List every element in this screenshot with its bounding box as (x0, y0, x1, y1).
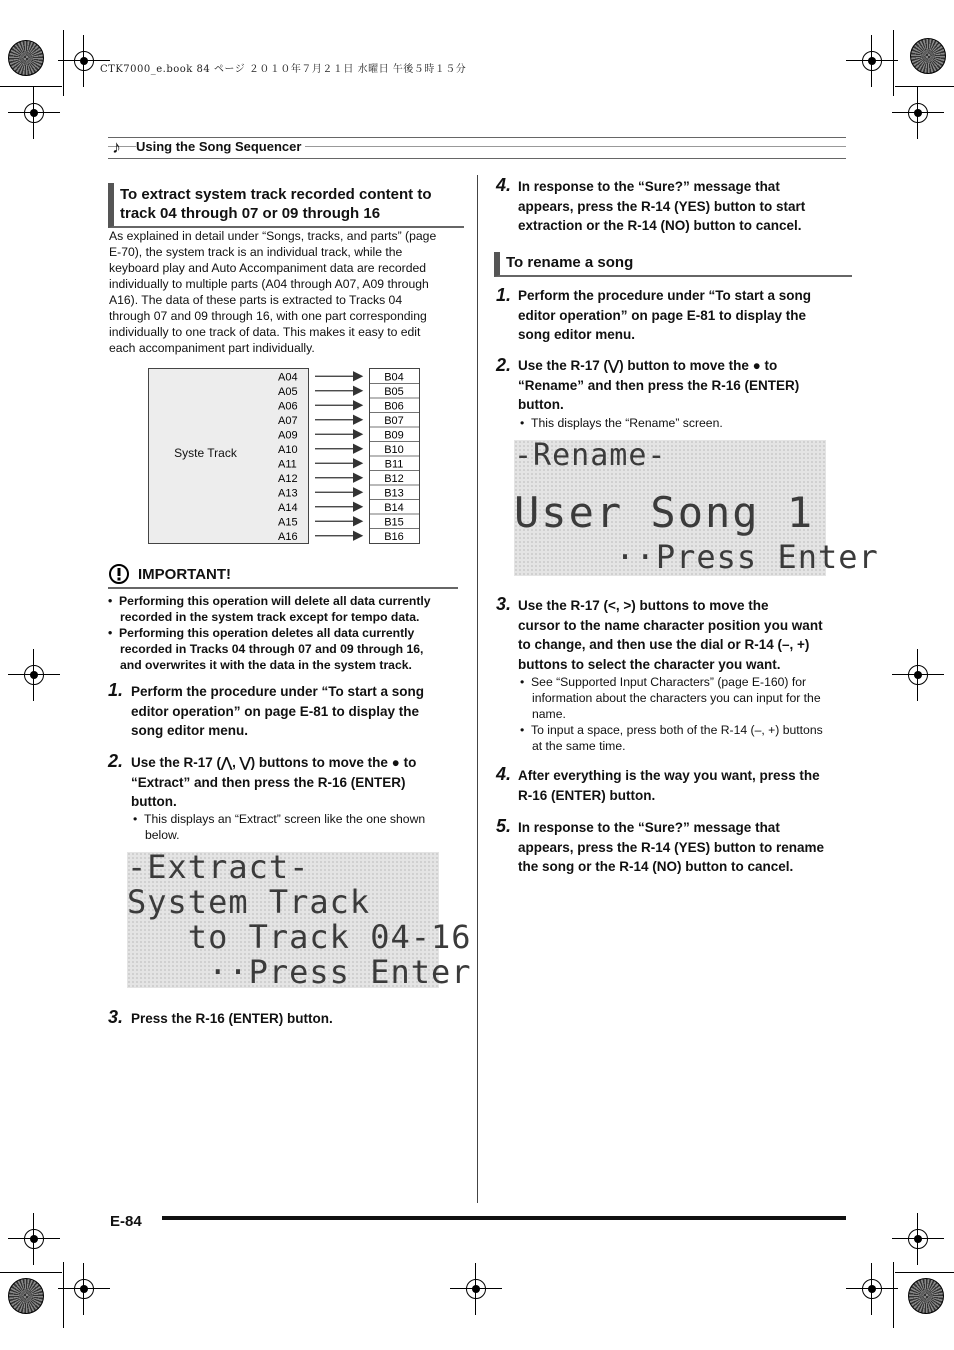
intro-line: A16). The data of these parts is extracted to Tracks 04 (109, 293, 403, 307)
section-heading-extract: To extract system track recorded content to track 04 through 07 or 09 through 16 (108, 183, 464, 228)
step-number: 3. (496, 594, 512, 614)
important-bullet: • Performing this operation deletes all data currently recorded in Tracks 04 through 07 and 09 through 16, and overwrites it with the data in the system track. (108, 626, 424, 672)
track-label: B09 (384, 429, 404, 442)
column-divider (477, 175, 478, 1203)
intro-line: As explained in detail under “Songs, tracks, and parts” (page (109, 229, 437, 243)
step-number: 4. (496, 764, 512, 784)
part-label: A06 (278, 400, 298, 413)
crop-mark (63, 1262, 64, 1328)
music-note-icon: ♪ (112, 137, 121, 157)
lcd-extract-screen (127, 848, 472, 991)
track-label: B11 (384, 458, 404, 471)
step-text: After everything is the way you want, press the R-16 (ENTER) button. (518, 768, 820, 803)
step-note: • To input a space, press both of the R-14 (–, +) buttons at the same time. (520, 723, 823, 753)
step-text: In response to the “Sure?” message that appears, press the R-14 (YES) button to start extraction or the R-14 (NO) button to cancel. (518, 179, 806, 233)
section-heading-rename: To rename a song (494, 252, 852, 277)
extract-diagram (148, 368, 420, 544)
registration-disc-icon (8, 1278, 44, 1314)
track-label: B04 (384, 371, 404, 384)
part-label: A09 (278, 429, 298, 442)
step-number: 3. (108, 1007, 124, 1027)
crosshair-mark-icon (72, 1277, 96, 1301)
intro-line: through 07 and 09 through 16, with one part corresponding (109, 309, 427, 323)
step-text: Perform the procedure under “To start a song editor operation” on page E-81 to display the song editor menu. (518, 288, 812, 342)
lcd-line: to Track 04-16 (127, 918, 472, 956)
track-label: B05 (384, 385, 404, 398)
step-text: Use the R-17 (⋀, ⋁) buttons to move the ● to “Extract” and then press the R-16 (ENTER) button. (131, 755, 417, 809)
important-header (108, 563, 458, 589)
part-label: A16 (278, 530, 298, 543)
step-text: Perform the procedure under “To start a song editor operation” on page E-81 to display the song editor menu. (131, 684, 425, 738)
intro-line: keyboard play and Auto Accompaniment data are recorded (109, 261, 427, 275)
track-label: B12 (384, 472, 404, 485)
intro-line: each accompaniment part individually. (109, 341, 315, 355)
intro-line: individually to multiple parts (A04 through A07, A09 through (109, 277, 429, 291)
lcd-line: ··Press Enter (514, 538, 879, 576)
lcd-line: ··Press Enter (127, 953, 472, 991)
lcd-line: -Extract- (127, 848, 310, 886)
footer-rule (162, 1216, 846, 1220)
crop-mark (0, 86, 62, 87)
important-bullets (108, 589, 458, 673)
step-number: 1. (108, 680, 124, 700)
step-number: 2. (496, 355, 512, 375)
intro-paragraph (109, 228, 459, 356)
step-text: In response to the “Sure?” message that appears, press the R-14 (YES) button to rename the song or the R-14 (NO) button to cancel. (518, 820, 825, 874)
lcd-line: System Track (127, 883, 371, 921)
track-label: B06 (384, 400, 404, 413)
step-number: 4. (496, 175, 512, 195)
important-box (108, 563, 458, 673)
lcd-line: -Rename- (514, 438, 667, 473)
intro-line: individually to one track of data. This makes it easy to edit (109, 325, 421, 339)
crop-mark (0, 1272, 62, 1273)
crop-mark (893, 30, 894, 96)
crosshair-mark-icon (22, 663, 46, 687)
part-label: A10 (278, 443, 298, 456)
crosshair-mark-icon (464, 1277, 488, 1301)
step-note: • See “Supported Input Characters” (page E-160) for information about the characters you can input for the name. (520, 675, 821, 721)
important-title: IMPORTANT! (138, 566, 232, 583)
step-text: Use the R-17 (⋁) button to move the ● to “Rename” and then press the R-16 (ENTER) button. (518, 358, 800, 412)
track-label: B10 (384, 443, 404, 456)
part-label: A12 (278, 472, 298, 485)
crop-mark (895, 86, 954, 87)
track-label: B07 (384, 414, 404, 427)
crop-mark (895, 1272, 954, 1273)
part-label: A14 (278, 501, 298, 514)
running-head-label: Using the Song Sequencer (136, 139, 305, 154)
track-label: B13 (384, 487, 404, 500)
lcd-line: User Song 1 (514, 488, 815, 537)
print-header: CTK7000_e.book 84 ページ ２０１０年７月２１日 水曜日 午後５時１５分 (100, 64, 467, 75)
part-label: A11 (278, 458, 297, 471)
crosshair-mark-icon (906, 663, 930, 687)
crosshair-mark-icon (72, 49, 96, 73)
crop-mark (893, 1262, 894, 1328)
step-number: 5. (496, 816, 512, 836)
step-note: • This displays an “Extract” screen like the one shown below. (133, 812, 426, 842)
track-label: B16 (384, 530, 404, 543)
step-text: Use the R-17 (<, >) buttons to move the cursor to the name character position you want to change, and then use the dial or R-14 (–, +) buttons to select the character you want. (518, 598, 823, 672)
intro-line: E-70), the system track is an individual track, while the (109, 245, 403, 259)
step-number: 1. (496, 285, 512, 305)
registration-disc-icon (8, 40, 44, 76)
running-head (108, 137, 846, 159)
crosshair-mark-icon (906, 101, 930, 125)
caution-icon (108, 563, 130, 585)
crosshair-mark-icon (22, 101, 46, 125)
crosshair-mark-icon (860, 1277, 884, 1301)
track-label: B14 (384, 501, 404, 514)
part-label: A13 (278, 487, 298, 500)
crop-mark (63, 30, 64, 96)
crosshair-mark-icon (906, 1227, 930, 1251)
important-bullet: • Performing this operation will delete all data currently recorded in the system track except for tempo data. (108, 594, 431, 624)
step-note: • This displays the “Rename” screen. (520, 416, 723, 430)
step-text: Press the R-16 (ENTER) button. (131, 1011, 333, 1026)
system-track-label: Syste Track (174, 446, 237, 460)
step-number: 2. (108, 751, 124, 771)
crosshair-mark-icon (860, 49, 884, 73)
page-number: E-84 (110, 1213, 142, 1230)
registration-disc-icon (910, 38, 946, 74)
part-label: A07 (278, 414, 298, 427)
part-label: A05 (278, 385, 298, 398)
registration-disc-icon (908, 1278, 944, 1314)
part-label: A04 (278, 371, 298, 384)
crosshair-mark-icon (22, 1227, 46, 1251)
track-label: B15 (384, 516, 404, 529)
lcd-rename-screen (514, 438, 879, 576)
part-label: A15 (278, 516, 298, 529)
